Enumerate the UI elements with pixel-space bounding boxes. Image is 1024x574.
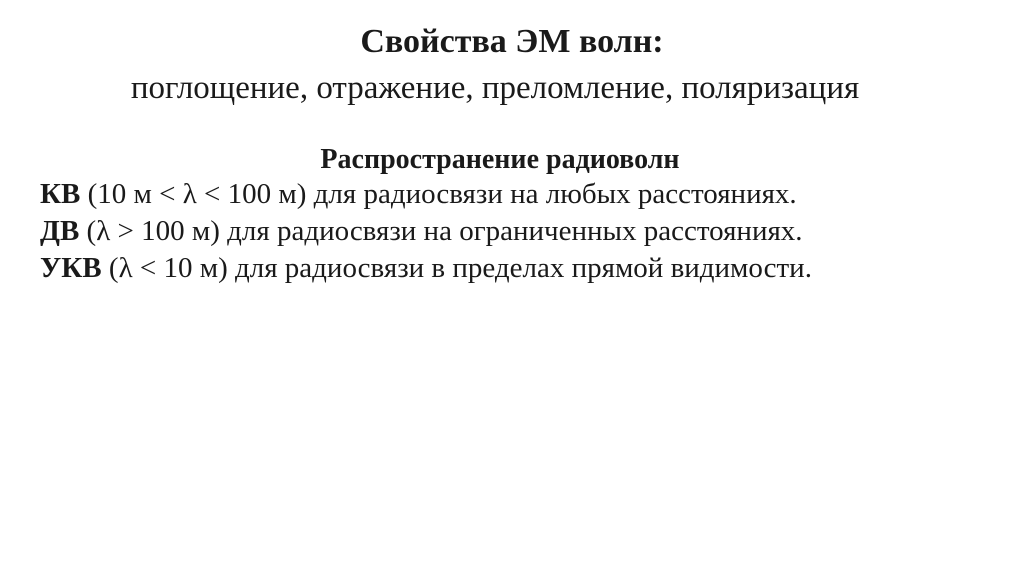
band-code: ДВ: [40, 215, 80, 247]
band-code: КВ: [40, 178, 81, 210]
band-item-dv: [40, 213, 1000, 250]
band-item-ukv: [40, 250, 1000, 287]
slide-subtitle: поглощение, отражение, преломление, поляризация: [130, 70, 860, 106]
band-description: (λ < 10 м) для радиосвязи в пределах прямой видимости.: [101, 252, 812, 284]
band-list: [40, 176, 1000, 287]
band-description: (10 м < λ < 100 м) для радиосвязи на любых расстояниях.: [80, 178, 797, 210]
band-code: УКВ: [40, 252, 102, 284]
slide-title: Свойства ЭМ волн:: [360, 23, 664, 60]
band-description: (λ > 100 м) для радиосвязи на ограниченных расстояниях.: [79, 215, 803, 247]
band-item-kv: [40, 176, 1000, 213]
section-heading: Распространение радиоволн: [320, 144, 680, 175]
